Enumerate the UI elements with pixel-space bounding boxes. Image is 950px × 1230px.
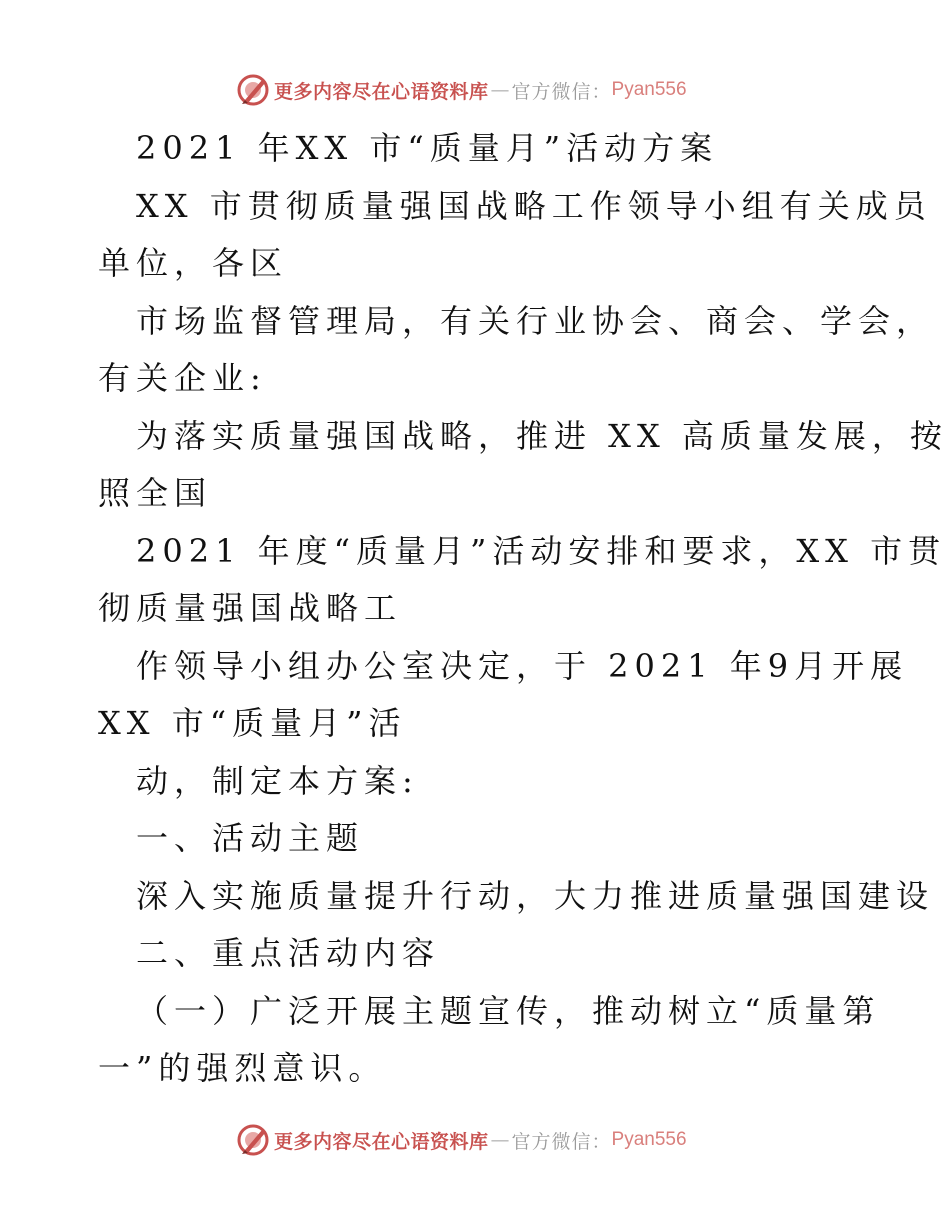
text-line: 单位，各区 [98, 244, 289, 282]
text-line: 一”的强烈意识。 [98, 1049, 387, 1087]
watermark-dash: — [490, 1129, 510, 1151]
text-line: 作领导小组办公室决定，于 2021 年9月开展 [136, 646, 909, 685]
watermark-footer [236, 1120, 687, 1160]
text-line: 为落实质量强国战略，推进 XX 高质量发展，按 [136, 416, 948, 455]
text-line: 彻质量强国战略工 [98, 589, 403, 627]
document-title: 2021 年XX 市“质量月”活动方案 [136, 129, 719, 167]
text-line: 动，制定本方案: [136, 761, 419, 800]
text-line: 有关企业: [98, 359, 267, 397]
watermark-wechat-id: Pyan556 [611, 1129, 687, 1150]
section-heading: 一、活动主题 [136, 819, 365, 857]
text-line: 市场监督管理局，有关行业协会、商会、学会， [136, 301, 935, 340]
watermark-site: 更多内容尽在心语资料库 [274, 80, 489, 103]
watermark-dash: — [490, 79, 510, 101]
document-body [98, 120, 948, 1098]
watermark-wechat-id: Pyan556 [611, 79, 687, 100]
text-line: XX 市贯彻质量强国战略工作领导小组有关成员 [136, 186, 932, 225]
text-line: XX 市“质量月”活 [98, 704, 407, 742]
pen-logo-icon [236, 73, 270, 107]
watermark-wechat-label: 官方微信： [511, 1130, 612, 1153]
subsection-heading: （一）广泛开展主题宣传，推动树立“质量第 [136, 991, 881, 1030]
watermark-header [236, 70, 687, 110]
section-heading: 二、重点活动内容 [136, 934, 441, 972]
watermark-wechat-label: 官方微信： [511, 80, 612, 103]
watermark-site: 更多内容尽在心语资料库 [274, 1130, 489, 1153]
text-line: 深入实施质量提升行动，大力推进质量强国建设 [136, 876, 935, 915]
pen-logo-icon [236, 1123, 270, 1157]
text-line: 照全国 [98, 474, 213, 512]
text-line: 2021 年度“质量月”活动安排和要求，XX 市贯 [136, 531, 947, 570]
